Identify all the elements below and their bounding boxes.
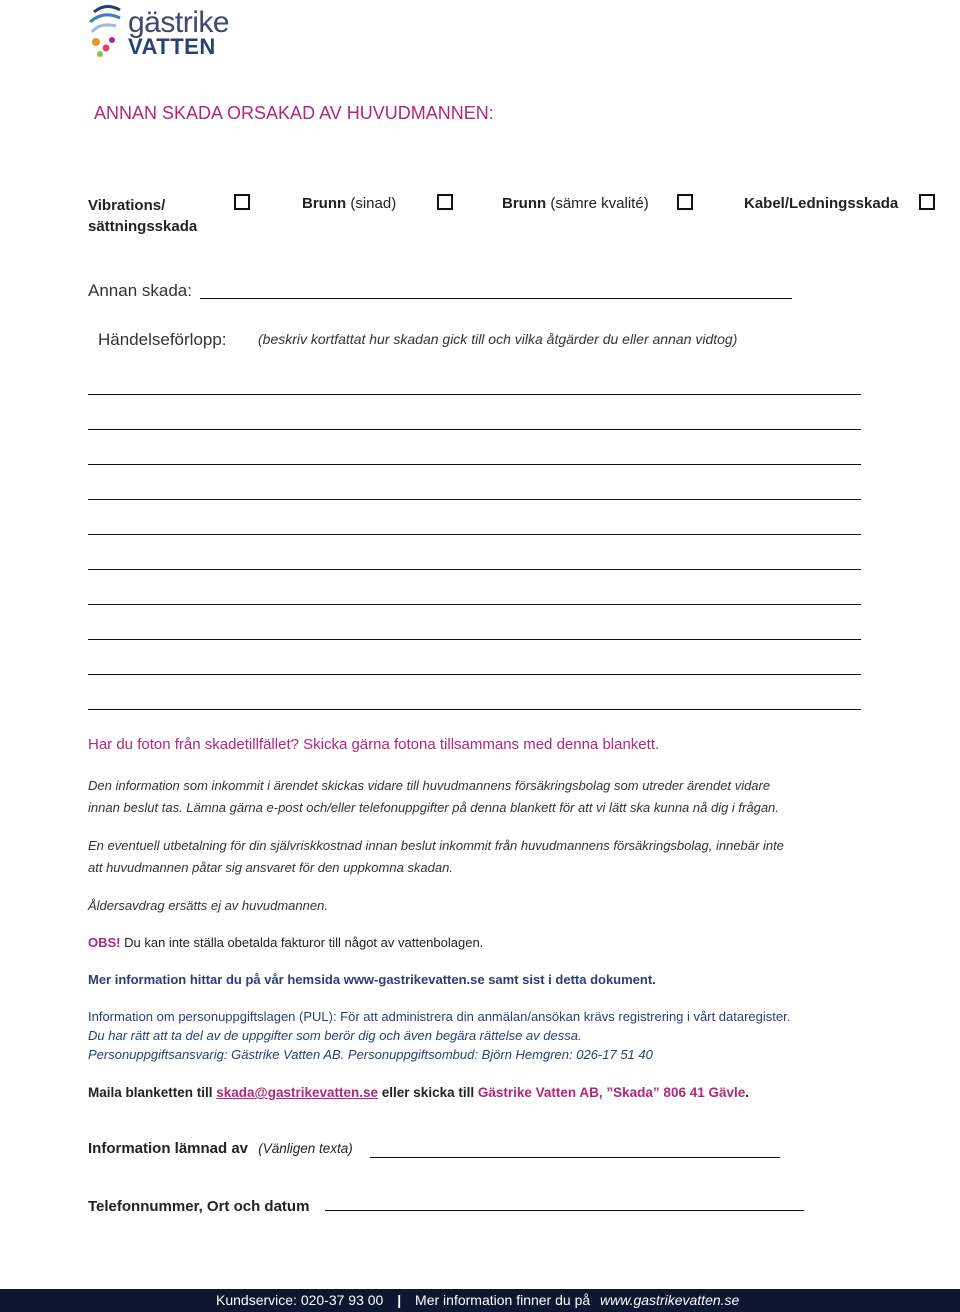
checkbox-kabel[interactable]	[919, 194, 935, 210]
footer-website-link[interactable]: www.gastrikevatten.se	[600, 1292, 740, 1308]
checkbox-vibrations[interactable]	[234, 194, 250, 210]
info-paragraph: Den information som inkommit i ärendet skickas vidare till huvudmannens försäkringsbolag som utreder ärendet vidare innan beslut tas. Lämna gärna e-post och/eller telefonuppgifter på denna blankett för att vi lätt ska kunna nå dig i frågan.	[88, 778, 779, 815]
payment-paragraph: En eventuell utbetalning för din självriskkostnad innan beslut inkommit från huvudmannens försäkringsbolag, innebär inte att huvudmannen påtar sig ansvaret för den uppkomna skadan.	[88, 838, 784, 875]
annan-skada-label: Annan skada:	[88, 281, 192, 300]
checkbox-brunn-sinad[interactable]	[437, 194, 453, 210]
email-link[interactable]: skada@gastrikevatten.se	[216, 1085, 379, 1100]
more-info-note: Mer information hittar du på vår hemsida www-gastrikevatten.se samt sist i detta dokument.	[88, 972, 656, 987]
description-line-2[interactable]	[88, 429, 861, 430]
logo-text-vatten: VATTEN	[128, 34, 216, 59]
checkbox-brunn-kvalite[interactable]	[677, 194, 693, 210]
handelseforlopp-label: Händelseförlopp:	[98, 330, 227, 349]
description-line-4[interactable]	[88, 499, 861, 500]
description-line-10[interactable]	[88, 709, 861, 710]
pul-info: Information om personuppgiftslagen (PUL): För att administrera din anmälan/ansökan krävs registrering i vårt dataregister. Du har rätt att ta del av de uppgifter som berör dig och även begära rättelse av dessa. Personuppgiftsansvarig: Gästrike Vatten AB. Personuppgiftsombud: Björn Hemgren: 026-17 51 40	[88, 1009, 791, 1062]
description-line-5[interactable]	[88, 534, 861, 535]
description-line-7[interactable]	[88, 604, 861, 605]
checkbox-label-kabel: Kabel/Ledningsskada	[744, 195, 899, 212]
description-line-1[interactable]	[88, 394, 861, 395]
annan-skada-field[interactable]	[200, 298, 792, 299]
description-line-9[interactable]	[88, 674, 861, 675]
description-line-6[interactable]	[88, 569, 861, 570]
form-title: ANNAN SKADA ORSAKAD AV HUVUDMANNEN:	[94, 103, 494, 123]
description-line-8[interactable]	[88, 639, 861, 640]
checkbox-label-brunn-sinad: Brunn (sinad)	[302, 195, 397, 212]
info-by-field[interactable]	[370, 1157, 780, 1158]
mail-instructions: Maila blanketten till skada@gastrikevatten.se eller skicka till Gästrike Vatten AB, ”Skada” 806 41 Gävle.	[88, 1085, 750, 1100]
handelseforlopp-hint: (beskriv kortfattat hur skadan gick till och vilka åtgärder du eller annan vidtog)	[258, 331, 738, 347]
obs-note: OBS! Du kan inte ställa obetalda fakturor till något av vattenbolagen.	[88, 935, 484, 950]
photos-note: Har du foton från skadetillfället? Skicka gärna fotona tillsammans med denna blankett.	[88, 736, 660, 753]
checkbox-label-vibrations: Vibrations/ sättningsskada	[88, 197, 198, 235]
logo-text-gastrike: gästrike	[128, 6, 230, 39]
footer-text: Kundservice: 020-37 93 00 | Mer information finner du på www.gastrikevatten.se	[216, 1292, 740, 1308]
info-by-label: Information lämnad av (Vänligen texta)	[88, 1140, 353, 1157]
checkbox-label-brunn-kvalite: Brunn (sämre kvalité)	[502, 195, 649, 212]
age-deduction-note: Åldersavdrag ersätts ej av huvudmannen.	[88, 898, 328, 913]
description-line-3[interactable]	[88, 464, 861, 465]
phone-date-label: Telefonnummer, Ort och datum	[88, 1198, 310, 1215]
phone-date-field[interactable]	[325, 1210, 804, 1211]
logo-mark-icon	[86, 0, 126, 60]
